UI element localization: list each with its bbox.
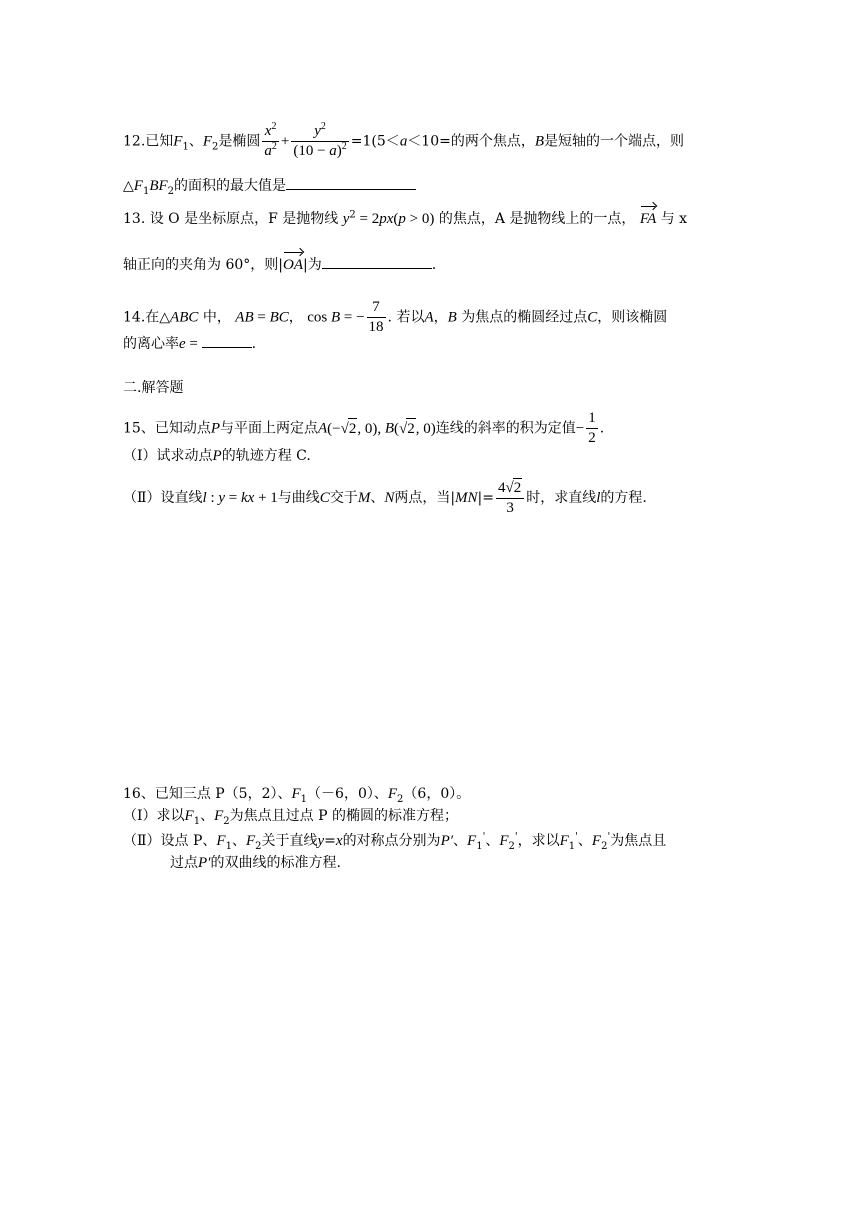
q14-text: 为焦点的椭圆经过点: [461, 309, 588, 326]
q15-text: 连线的斜率的积为定值: [435, 420, 576, 437]
q13-text: 13. 设 O 是坐标原点，F 是抛物线: [123, 211, 339, 227]
q16-text: 的对称点分别为: [342, 833, 441, 849]
q16-text: 、: [231, 833, 246, 849]
q13-text: 轴正向的夹角为 60°，则|: [123, 257, 283, 273]
q16-text: 、: [453, 833, 468, 849]
q14-text: 14.在△: [123, 309, 171, 326]
vector-oa: OA: [282, 257, 303, 273]
q15-fraction-mn: $\frac{4√2}{3}$: [496, 478, 524, 518]
q12-text: 12.已知: [123, 133, 174, 150]
q14-fraction: $\frac{7}{18}$: [368, 299, 384, 335]
q12-text: 、: [188, 133, 203, 150]
q12-text: ＜10=的两个焦点，: [407, 133, 535, 150]
question-14-line-2: 的离心率e = .: [123, 333, 256, 354]
q14-text: ，则该椭圆: [597, 309, 668, 326]
q14-text: 中，: [202, 309, 231, 326]
answer-blank: [286, 175, 416, 190]
q16-text: （6，0）。: [403, 786, 471, 802]
q15-text: |=: [477, 490, 494, 506]
q14-text: . 若以: [387, 309, 425, 326]
q16-text: 为焦点且过点 P 的椭圆的标准方程；: [229, 808, 458, 824]
q14-text: 的离心率: [123, 336, 179, 352]
answer-blank: [322, 254, 432, 269]
question-16-part-2-cont: 过点P′的双曲线的标准方程.: [170, 855, 341, 871]
q16-text: ，求以: [517, 833, 560, 849]
q16-text: 过点: [170, 855, 198, 871]
q12-text: =1(5＜: [350, 133, 400, 150]
q12-text: 的面积的最大值是: [174, 178, 287, 194]
q12-text: 是椭圆: [218, 133, 261, 150]
q16-text: （Ⅱ）设点 P、: [123, 833, 217, 849]
q16-text: 、: [577, 833, 592, 849]
q16-text: 、: [485, 833, 500, 849]
question-14-line-1: 14.在△ABC 中， AB = BC， cos B = − $\frac{7}{18}$ . 若以A，B 为焦点的椭圆经过点C，则该椭圆: [123, 299, 668, 335]
q15-fraction-half: $\frac{1}{2}$: [588, 410, 596, 446]
q16-text: 的双曲线的标准方程.: [210, 855, 341, 871]
q14-text: ，: [288, 309, 303, 326]
question-15-part-1: （Ⅰ）试求动点P的轨迹方程 C.: [123, 448, 311, 464]
q14-text: .: [251, 336, 257, 352]
q15-text: （Ⅰ）试求动点: [123, 448, 213, 464]
q15-text: 两点，当|: [394, 490, 456, 506]
q15-text: 与曲线: [277, 490, 320, 506]
q15-text: （Ⅱ）设直线: [123, 490, 203, 506]
q16-text: 、: [200, 808, 215, 824]
q12-text: △: [123, 178, 134, 194]
section-heading: 二.解答题: [123, 380, 184, 396]
question-12-line-2: $\triangle F_1BF_2$的面积的最大值是: [123, 175, 416, 196]
q15-text: 交于: [329, 490, 358, 506]
vector-fa: FA: [639, 211, 657, 227]
q16-text: （－6，0）、: [307, 786, 388, 802]
q15-text: .: [599, 420, 605, 437]
q16-text: 为焦点且: [610, 833, 667, 849]
q12-text: 是短轴的一个端点，则: [544, 133, 685, 150]
question-13-line-2: [123, 254, 436, 275]
q13-text: 与 x: [660, 211, 688, 227]
question-16-part-2: （Ⅱ）设点 P、$F_1$、$F_2$关于直线y=x的对称点分别为P′、$F_1'$、$F_2'$，求以$F_1'$、$F_2'$为焦点且: [123, 831, 667, 852]
question-12-line-1: 12.已知$F_1$、$F_2$是椭圆 $\frac{x^2}{a^2}$ + $\frac{y^2}{(10 - a)^2}$ =1(5＜a＜10=的两个焦点，B是短轴的一个端点，则: [123, 121, 685, 159]
answer-blank: [202, 333, 252, 348]
q15-text: 15、已知动点: [123, 420, 211, 437]
q16-text: （Ⅰ）求以: [123, 808, 185, 824]
q16-text: 关于直线: [261, 833, 318, 849]
q15-text: 时，求直线: [526, 490, 597, 506]
question-16-part-1: （Ⅰ）求以$F_1$、$F_2$为焦点且过点 P 的椭圆的标准方程；: [123, 808, 458, 827]
q12-fraction-x: $\frac{x^2}{a^2}$: [264, 121, 277, 159]
q15-text: 的轨迹方程 C.: [221, 448, 311, 464]
q16-text: 16、已知三点 P（5，2）、: [123, 786, 292, 802]
question-15-part-2: （Ⅱ）设直线l : y = kx + 1与曲线C交于M、N两点，当|MN|= $\frac{4√2}{3}$ 时，求直线l的方程.: [123, 480, 647, 516]
q12-fraction-y: $\frac{y^2}{(10 - a)^2}$: [293, 121, 347, 159]
question-15-line-1: 15、已知动点P与平面上两定点A(−√2, 0), B(√2, 0)连线的斜率的积为定值− $\frac{1}{2}$ .: [123, 410, 605, 446]
q13-text: 的焦点，A 是抛物线上的一点，: [438, 211, 636, 227]
q15-text: 的方程.: [600, 490, 647, 506]
q13-text: .: [431, 257, 437, 273]
q15-text: 与平面上两定点: [220, 420, 318, 437]
question-16-line-1: 16、已知三点 P（5，2）、$F_1(-6$，0）、$F_2(6$，0）。: [123, 786, 471, 805]
question-13-line-1: 13. 设 O 是坐标原点，F 是抛物线 $y^2 = 2px(p > 0)$ 的焦点，A 是抛物线上的一点， FA 与 x: [123, 209, 688, 227]
q13-text: |为: [302, 257, 322, 273]
